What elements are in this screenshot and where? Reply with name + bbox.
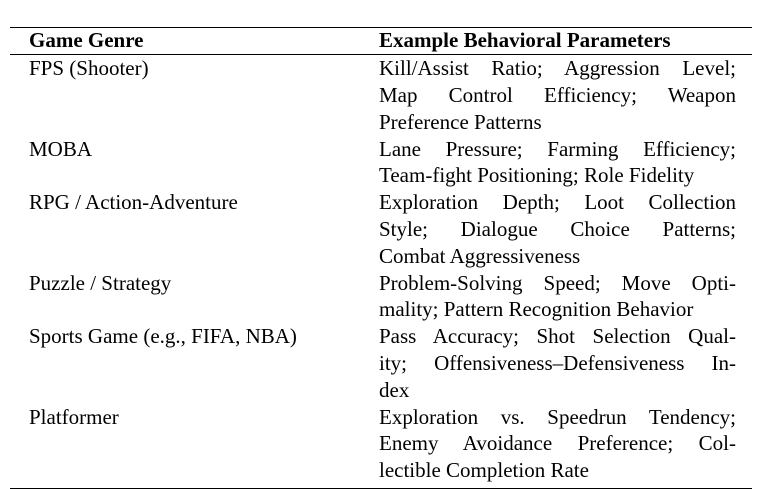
table-row	[10, 136, 752, 190]
params-line: ity; Offensiveness–Defensiveness In-	[379, 350, 736, 375]
params-line: Combat Aggressiveness	[379, 243, 581, 268]
table-row	[10, 55, 752, 135]
header-genre: Game Genre	[29, 28, 144, 53]
params-line: dex	[379, 377, 410, 402]
table-row	[10, 323, 752, 403]
params-cell	[379, 270, 736, 324]
genre-cell: Platformer	[29, 404, 119, 429]
params-line: Team-fight Positioning; Role Fidelity	[379, 163, 695, 188]
params-line: mality; Pattern Recognition Behavior	[379, 297, 694, 322]
genre-cell: MOBA	[29, 136, 93, 161]
table-body	[10, 55, 752, 484]
table-header-row	[10, 28, 752, 54]
table-row	[10, 404, 752, 484]
table-row	[10, 189, 752, 269]
header-params: Example Behavioral Parameters	[379, 28, 671, 53]
params-cell	[379, 404, 736, 484]
genre-cell: FPS (Shooter)	[29, 56, 149, 81]
params-cell	[379, 136, 736, 190]
params-line: lectible Completion Rate	[379, 458, 589, 483]
params-cell	[379, 55, 736, 135]
params-line: Exploration Depth; Loot Collection	[379, 190, 736, 215]
params-line: Map Control Efficiency; Weapon	[379, 82, 736, 107]
params-line: Preference Patterns	[379, 109, 542, 134]
params-line: Kill/Assist Ratio; Aggression Level;	[379, 56, 736, 81]
params-line: Style; Dialogue Choice Patterns;	[379, 216, 736, 241]
params-cell	[379, 323, 736, 403]
genre-cell: RPG / Action-Adventure	[29, 190, 238, 215]
behavior-table	[10, 27, 752, 489]
params-line: Pass Accuracy; Shot Selection Qual-	[379, 324, 736, 349]
params-line: Problem-Solving Speed; Move Opti-	[379, 270, 736, 295]
table-row	[10, 270, 752, 324]
genre-cell: Puzzle / Strategy	[29, 270, 172, 295]
params-line: Lane Pressure; Farming Efficiency;	[379, 136, 736, 161]
params-cell	[379, 189, 736, 269]
params-line: Enemy Avoidance Preference; Col-	[379, 431, 736, 456]
params-line: Exploration vs. Speedrun Tendency;	[379, 404, 736, 429]
genre-cell: Sports Game (e.g., FIFA, NBA)	[29, 324, 297, 349]
